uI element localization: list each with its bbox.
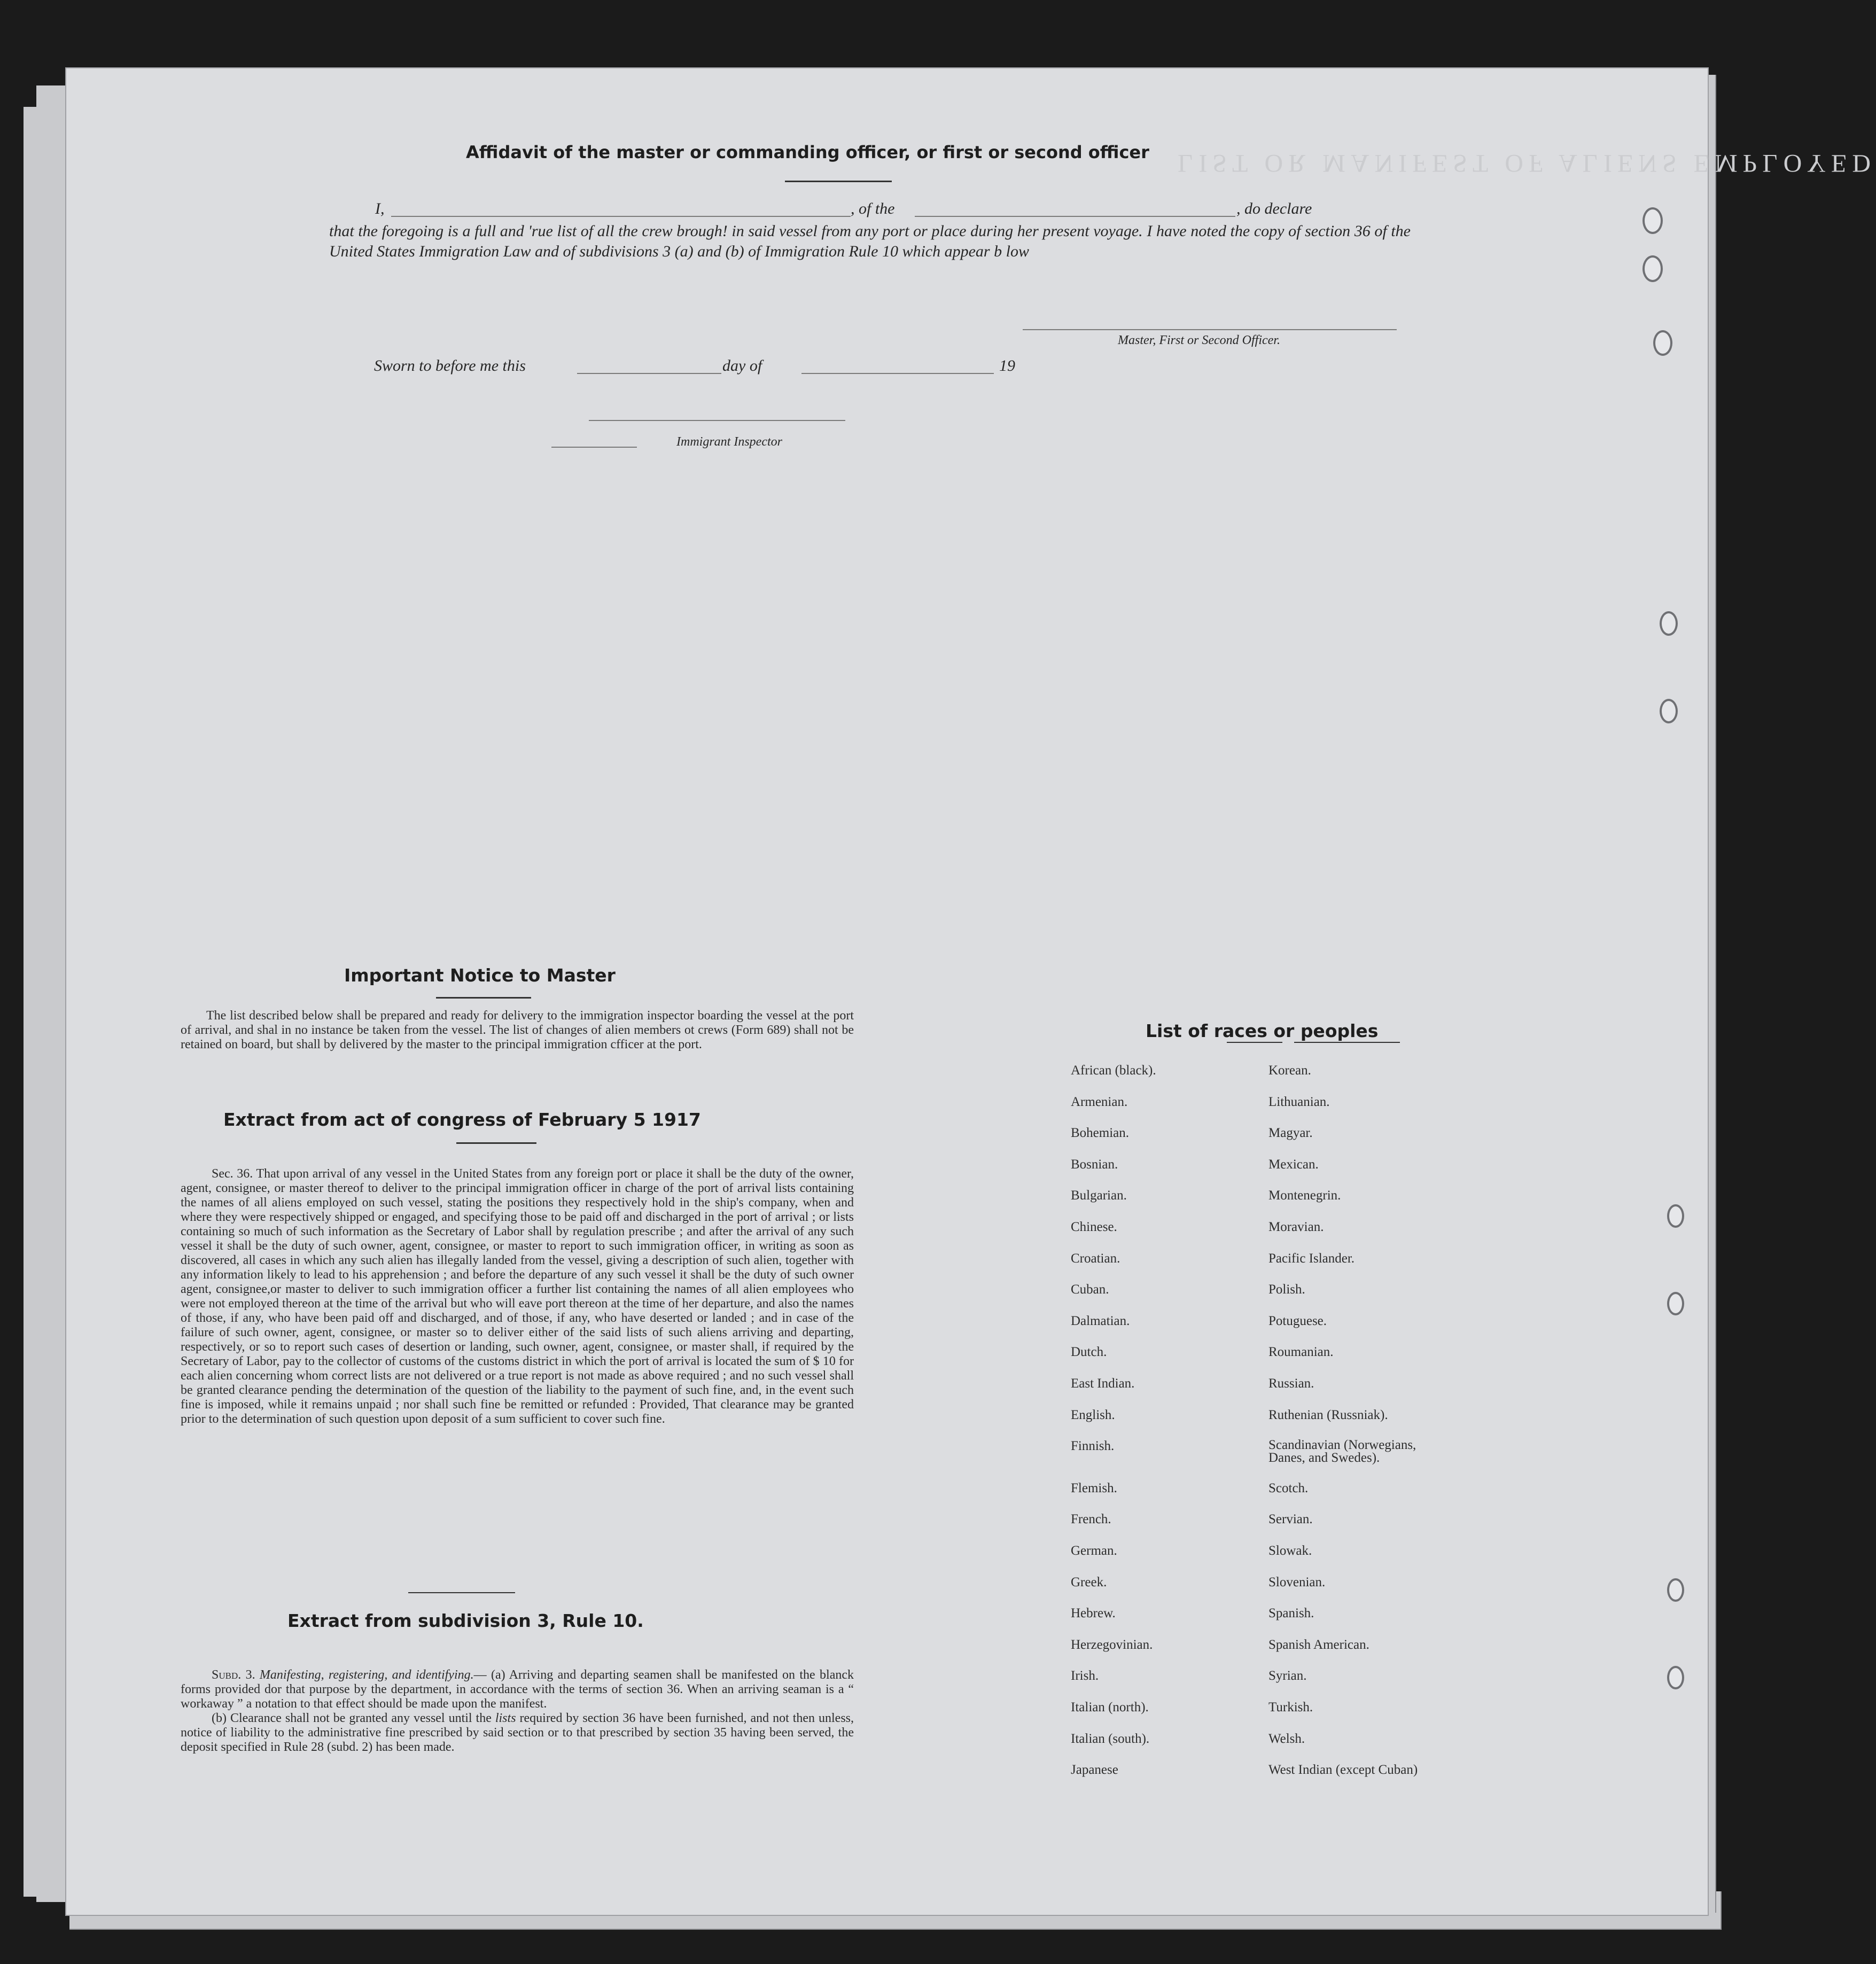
race-item: Chinese. xyxy=(1071,1220,1117,1234)
rule-para-a-italic: Manifesting, registering, and identifying. xyxy=(259,1668,474,1682)
race-item: Italian (north). xyxy=(1071,1700,1149,1714)
punch-hole xyxy=(1667,1292,1684,1315)
races-title: List of races or peoples xyxy=(1146,1020,1379,1041)
notice-title: Important Notice to Master xyxy=(344,965,616,986)
race-item: Bosnian. xyxy=(1071,1157,1118,1172)
race-item: Russian. xyxy=(1268,1376,1314,1391)
bleed-through-text: LIST OR MANIFEST OF ALIENS EMPLOYED xyxy=(1178,149,1876,177)
race-item: Slowak. xyxy=(1268,1544,1312,1558)
race-item: Italian (south). xyxy=(1071,1731,1150,1746)
race-item: Flemish. xyxy=(1071,1480,1117,1495)
race-item: Irish. xyxy=(1071,1669,1099,1684)
title-rule xyxy=(785,181,892,182)
race-item: Mexican. xyxy=(1268,1157,1319,1172)
race-item: Pacific Islander. xyxy=(1268,1251,1355,1266)
race-item: Montenegrin. xyxy=(1268,1188,1341,1203)
act-text: Sec. 36. That upon arrival of any vessel in the United States from any foreign port or place it shall be the duty of the owner, agent, consignee, or master thereof to deliver to the principal immigration officer in charge of the port of arrival lists containing the names of all aliens employed on such vessel, stating the positions they respectively hold in the ship's company, when and where they were respectively shipped or engaged, and specifying those to be paid off and discharged in the port of arrival ; or lists containing so much of such information as the Secretary of Labor shall by regulation prescribe ; and after the arrival of any such vessel it shall be the duty of such owner, agent, consignee, or master to report to such immigration officer, in writing as soon as discovered, all cases in which any such alien has illegally landed from the vessel, giving a description of such alien, together with any information likely to lead to his apprehension ; and before the departure of any such vessel it shall be the duty of such owner agent, consignee,or master to deliver to such immigration officer a further list containing the names of all alien employees who were not employed thereon at the time of the arrival but who will eave port thereon at the time of her departure, and also the names of those, if any, who have been paid off and discharged, and of those, if any, who have deserted or landed ; and in case of the failure of such owner, agent, consignee, or master so to deliver either of the said lists of such aliens arriving and departing, respectively, or so to report such cases of desertion or landing, such owner, agent, consignee, or master shall, if required by the Secretary of Labor, pay to the collector of customs of the customs district in which the port of arrival is located the sum of $ 10 for each alien concerning whom correct lists are not delivered or a true report is not made as above required ; and no such vessel shall be granted clearance pending the determination of the question of the liability to the payment of such fine, and, in the event such fine is imposed, while it remains unpaid ; nor shall such fine be remitted or refunded : Provided, That clearance may be granted prior to the determination of such question upon deposit of a sum sufficient to cover such fine. xyxy=(181,1167,854,1426)
race-item: Cuban. xyxy=(1071,1282,1109,1297)
race-item: German. xyxy=(1071,1544,1117,1558)
notice-text: The list described below shall be prepared and ready for delivery to the immigration inspector boarding the vessel at the port of arrival, and shal in no instance be taken from the vessel. The list of changes of alien members ot crews (Form 689) shall not be retained on board, but shall by delivered by the master to the principal immigration cfficer at the port. xyxy=(181,1009,854,1051)
punch-hole xyxy=(1667,1204,1684,1228)
inspector-line xyxy=(589,420,845,421)
signature-line xyxy=(1023,329,1397,330)
race-item: Finnish. xyxy=(1071,1439,1115,1454)
name-blank xyxy=(391,216,851,217)
document-page xyxy=(65,67,1876,1916)
affidavit-line-1 xyxy=(375,199,1412,220)
race-item: Turkish. xyxy=(1268,1700,1313,1714)
rule-title: Extract from subdivision 3, Rule 10. xyxy=(287,1610,644,1631)
race-item: Croatian. xyxy=(1071,1251,1120,1266)
punch-hole xyxy=(1653,330,1672,356)
affidavit-paragraph: that the foregoing is a full and 'rue list of all the crew brough! in said vessel from any port or place during her present voyage. I have noted the copy of section 36 of the United States Immigration Law and of subdivisions 3 (a) and (b) of Immigration Rule 10 which appear b low xyxy=(329,222,1411,260)
races-underline-1 xyxy=(1227,1042,1282,1043)
vessel-blank xyxy=(915,216,1235,217)
sworn-day-label: day of xyxy=(722,357,762,375)
rule-rule xyxy=(408,1592,515,1593)
race-item: Hebrew. xyxy=(1071,1606,1116,1621)
rule-text xyxy=(181,1668,854,1755)
punch-hole xyxy=(1667,1578,1684,1602)
race-item: Bohemian. xyxy=(1071,1126,1130,1141)
race-item: Bulgarian. xyxy=(1071,1188,1127,1203)
rule-para-a-lead: Subd. 3. xyxy=(212,1668,255,1682)
punch-hole xyxy=(1643,255,1663,282)
sworn-year-label: 19 xyxy=(999,357,1015,375)
affidavit-title: Affidavit of the master or commanding officer, or first or second officer xyxy=(466,142,1149,162)
race-item: Greek. xyxy=(1071,1575,1107,1589)
affidavit-declare-label: , do declare xyxy=(1236,200,1312,217)
sworn-label: Sworn to before me this xyxy=(374,357,526,375)
inspector-line-short xyxy=(551,447,637,448)
sworn-day-blank xyxy=(577,373,721,374)
race-item: Servian. xyxy=(1268,1512,1313,1527)
races-underline-2 xyxy=(1294,1042,1400,1043)
inspector-caption: Immigrant Inspector xyxy=(676,435,782,449)
race-item: Scandinavian (Norwegians, Danes, and Swedes). xyxy=(1268,1438,1416,1466)
affidavit-of-the-label: , of the xyxy=(851,200,895,217)
rule-para-b-italic: lists xyxy=(495,1711,516,1725)
sworn-line xyxy=(374,356,1015,377)
race-item: Spanish American. xyxy=(1268,1637,1369,1652)
race-item: Japanese xyxy=(1071,1763,1118,1778)
affidavit-i-label: I, xyxy=(375,200,385,217)
race-item: Herzegovinian. xyxy=(1071,1637,1153,1652)
punch-hole xyxy=(1660,611,1678,636)
race-item: Spanish. xyxy=(1268,1606,1314,1621)
race-item: Potuguese. xyxy=(1268,1313,1327,1328)
race-item: Welsh. xyxy=(1268,1731,1305,1746)
race-item: French. xyxy=(1071,1512,1111,1527)
race-item: Korean. xyxy=(1268,1063,1311,1078)
rule-para-b-lead: (b) Clearance shall not be granted any vessel until the xyxy=(212,1711,492,1725)
race-item: East Indian. xyxy=(1071,1376,1135,1391)
race-item: Dalmatian. xyxy=(1071,1313,1130,1328)
race-item: Polish. xyxy=(1268,1282,1305,1297)
punch-hole xyxy=(1660,699,1678,723)
race-item: West Indian (except Cuban) xyxy=(1268,1763,1418,1778)
race-item: Moravian. xyxy=(1268,1220,1324,1234)
page-edge-2 xyxy=(36,85,69,1902)
race-item: Roumanian. xyxy=(1268,1345,1334,1360)
race-item: Ruthenian (Russniak). xyxy=(1268,1407,1388,1422)
rule-para-b-text: required by section 36 have been furnished, and not then unless, notice of liability to the administrative fine prescribed by said section or to that prescribed by section 35 having been served, the deposit specified in Rule 28 (subd. 2) has been made. xyxy=(181,1711,854,1754)
act-title: Extract from act of congress of February 5 1917 xyxy=(223,1109,701,1130)
notice-rule xyxy=(436,997,531,999)
race-item: Syrian. xyxy=(1268,1669,1307,1684)
sworn-month-blank xyxy=(801,373,994,374)
signature-caption: Master, First or Second Officer. xyxy=(1118,333,1280,347)
rule-para-a-text: — (a) Arriving and departing seamen shall be manifested on the blanck forms provided dor that purpose by the department, in accordance with the terms of section 36. When an arriving seaman is a “ workaway ” a notation to that effect should be made upon the manifest. xyxy=(181,1668,854,1711)
race-item: African (black). xyxy=(1071,1063,1156,1078)
punch-hole xyxy=(1643,207,1663,234)
act-rule xyxy=(456,1142,536,1144)
race-item: English. xyxy=(1071,1407,1115,1422)
race-item: Slovenian. xyxy=(1268,1575,1326,1589)
race-item: Scotch. xyxy=(1268,1480,1309,1495)
race-item: Dutch. xyxy=(1071,1345,1107,1360)
punch-hole xyxy=(1667,1666,1684,1689)
race-item: Magyar. xyxy=(1268,1126,1313,1141)
race-item: Lithuanian. xyxy=(1268,1094,1330,1109)
race-item: Armenian. xyxy=(1071,1094,1128,1109)
